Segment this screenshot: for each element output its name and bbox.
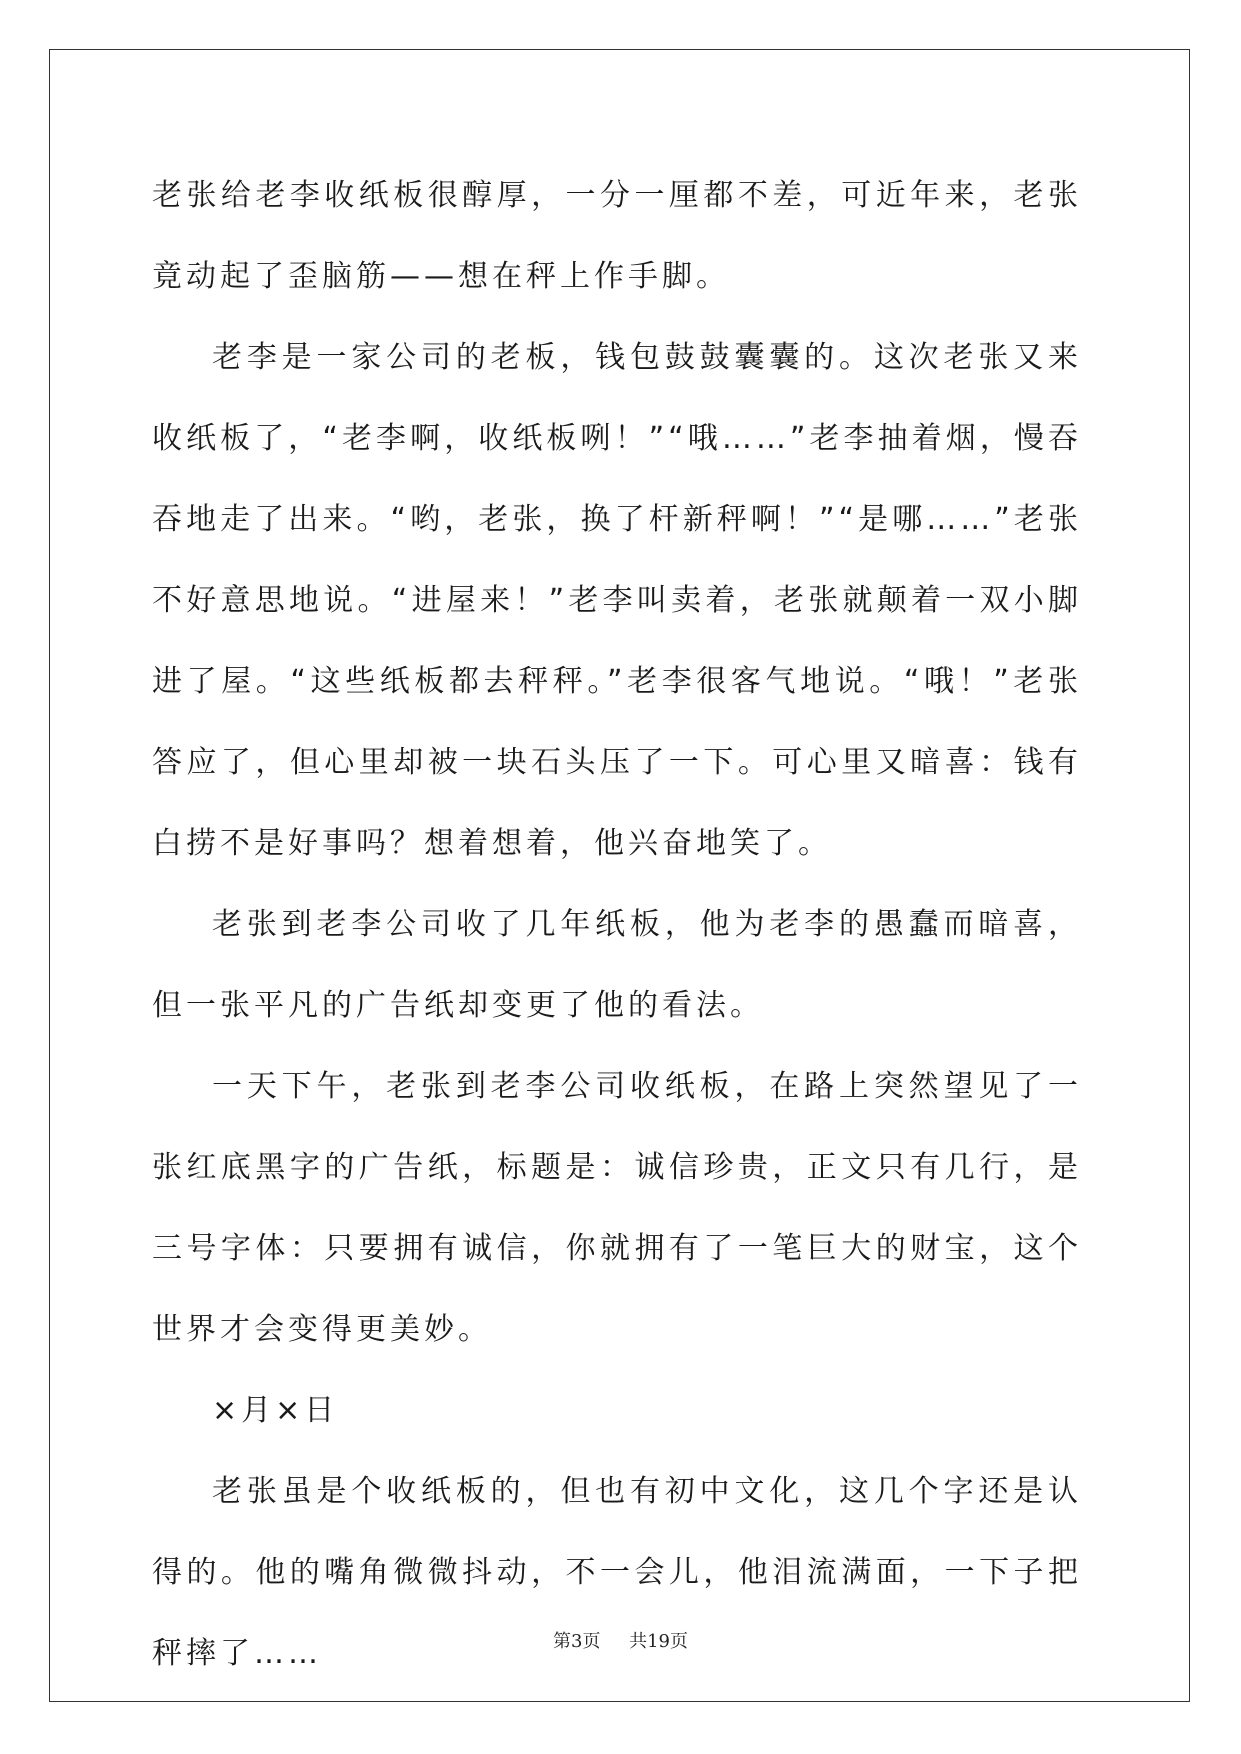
paragraph-3: 老张到老李公司收了几年纸板，他为老李的愚蠢而暗喜，但一张平凡的广告纸却变更了他的看法。 (152, 907, 1082, 1023)
page-total: 共19页 (629, 1631, 688, 1652)
paragraph-date: ×月×日 (212, 1393, 339, 1428)
paragraph-6: 老张虽是个收纸板的，但也有初中文化，这几个字还是认得的。他的嘴角微微抖动，不一会儿，他泪流满面，一下子把秤摔了…… (152, 1474, 1082, 1671)
paragraph-4: 一天下午，老张到老李公司收纸板，在路上突然望见了一张红底黑字的广告纸，标题是：诚信珍贵，正文只有几行，是三号字体：只要拥有诚信，你就拥有了一笔巨大的财宝，这个世界才会变得更美妙。 (152, 1069, 1082, 1347)
page-number: 第3页 (553, 1631, 601, 1652)
document-body (152, 155, 1082, 1694)
paragraph-1: 老张给老李收纸板很醇厚，一分一厘都不差，可近年来，老张竟动起了歪脑筋——想在秤上作手脚。 (152, 178, 1082, 294)
page-footer (0, 1627, 1241, 1653)
paragraph-2: 老李是一家公司的老板，钱包鼓鼓囊囊的。这次老张又来收纸板了，“老李啊，收纸板咧！”“哦……”老李抽着烟，慢吞吞地走了出来。“哟，老张，换了杆新秤啊！”“是哪……”老张不好意思地说。“进屋来！”老李叫卖着，老张就颠着一双小脚进了屋。“这些纸板都去秤秤。”老李很客气地说。“哦！”老张答应了，但心里却被一块石头压了一下。可心里又暗喜：钱有白捞不是好事吗？想着想着，他兴奋地笑了。 (152, 340, 1082, 861)
